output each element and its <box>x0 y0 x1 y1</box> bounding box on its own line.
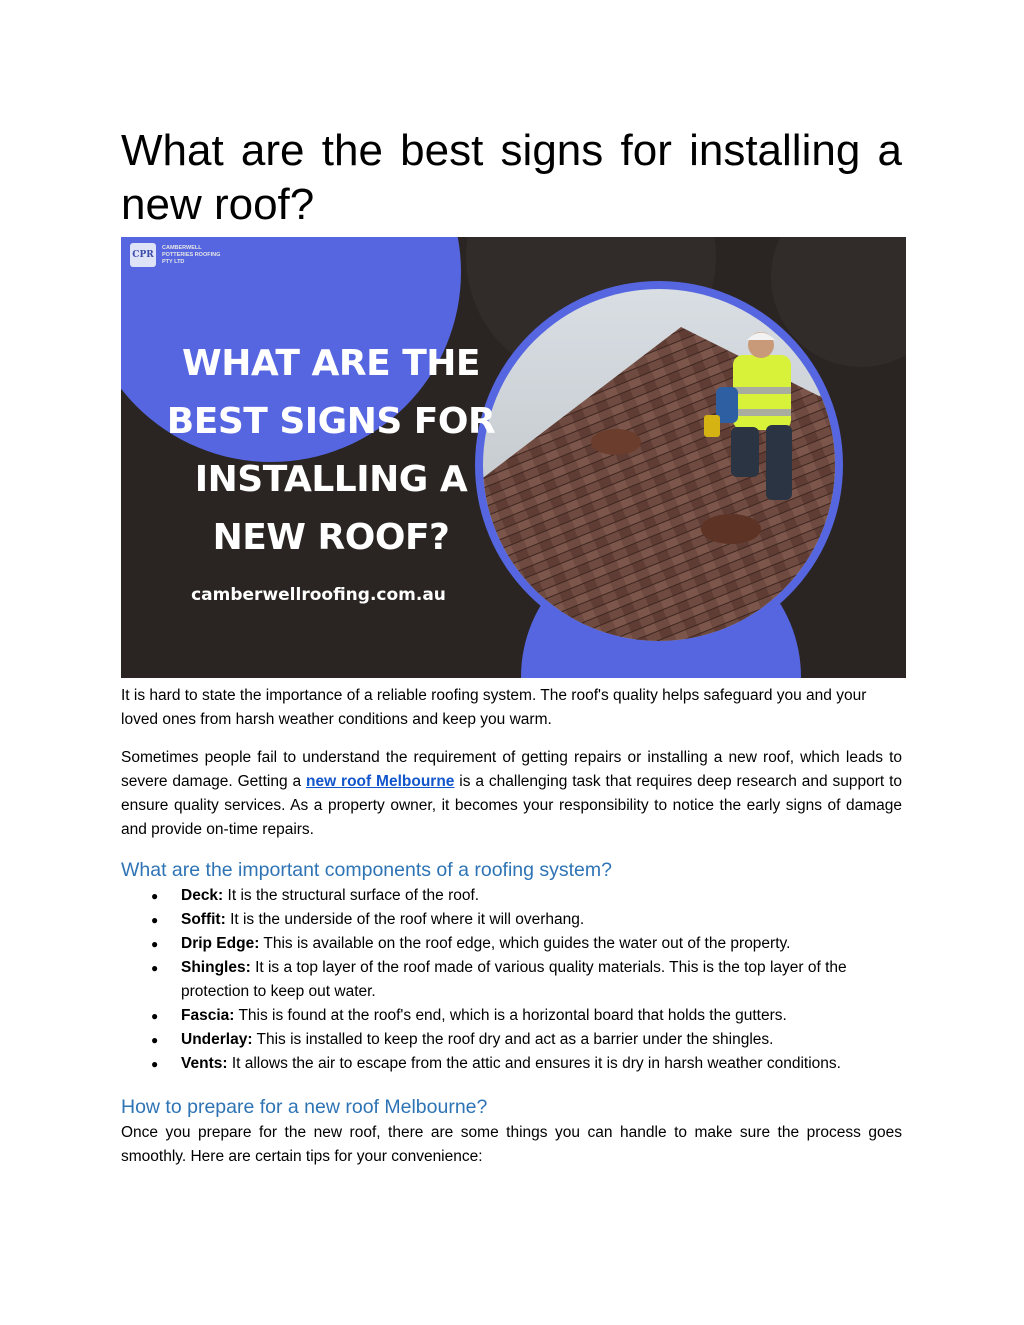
bullet-icon: ● <box>151 1033 159 1047</box>
logo-mark: CPR <box>130 243 156 267</box>
list-text: This is installed to keep the roof dry and act as a barrier under the shingles. <box>252 1031 774 1048</box>
list-item <box>121 1028 902 1052</box>
page-title: What are the best signs for installing a new roof? <box>121 126 902 229</box>
list-term: Soffit: <box>181 911 226 928</box>
bullet-icon: ● <box>151 1009 159 1023</box>
list-item <box>121 908 902 932</box>
banner-headline-line: WHAT ARE THE <box>182 343 480 384</box>
list-item <box>121 932 902 956</box>
list-term: Drip Edge: <box>181 935 260 952</box>
new-roof-melbourne-link[interactable]: new roof Melbourne <box>306 773 455 790</box>
company-logo <box>130 243 222 267</box>
logo-text: CAMBERWELL POTTERIES ROOFING PTY LTD <box>162 244 221 265</box>
list-item <box>121 956 902 1004</box>
paragraph-text: is a challenging task that requires deep research and support to ensure quality services. As a property owner, it becomes your responsibility to notice the early signs of damage and provide on-time repairs. <box>121 773 902 838</box>
bullet-icon: ● <box>151 889 159 903</box>
banner-website: camberwellroofing.com.au <box>191 585 446 605</box>
components-list <box>121 884 902 1076</box>
list-term: Underlay: <box>181 1031 253 1048</box>
banner-headline-line: INSTALLING A <box>194 459 468 500</box>
bullet-icon: ● <box>151 961 159 975</box>
list-text: It is the underside of the roof where it will overhang. <box>225 911 585 928</box>
section-heading-prepare: How to prepare for a new roof Melbourne? <box>121 1096 488 1118</box>
paragraph-text: Sometimes people fail to understand the requirement of getting repairs or installing a new roof, which leads to severe damage. Getting a <box>121 749 902 790</box>
list-text: It is the structural surface of the roof. <box>223 887 480 904</box>
intro-paragraph: It is hard to state the importance of a reliable roofing system. The roof's quality helps safeguard you and your loved ones from harsh weather conditions and keep you warm. <box>121 687 867 728</box>
bullet-icon: ● <box>151 1057 159 1071</box>
list-text: This is found at the roof's end, which is a horizontal board that holds the gutters. <box>234 1007 787 1024</box>
list-term: Shingles: <box>181 959 251 976</box>
list-text: It allows the air to escape from the attic and ensures it is dry in harsh weather conditions. <box>227 1055 841 1072</box>
banner-headline-line: BEST SIGNS FOR <box>166 401 496 442</box>
list-term: Fascia: <box>181 1007 235 1024</box>
prepare-paragraph: Once you prepare for the new roof, there are some things you can handle to make sure the process goes smoothly. Here are certain tips for your convenience: <box>121 1124 902 1165</box>
list-term: Deck: <box>181 887 224 904</box>
bullet-icon: ● <box>151 913 159 927</box>
body-paragraph <box>121 746 902 842</box>
list-text: It is a top layer of the roof made of various quality materials. This is the top layer of the protection to keep out water. <box>181 959 847 1000</box>
banner-headline-line: NEW ROOF? <box>212 517 450 558</box>
list-term: Vents: <box>181 1055 228 1072</box>
list-item <box>121 1004 902 1028</box>
section-heading-components: What are the important components of a roofing system? <box>121 859 612 881</box>
hero-banner-image <box>121 237 906 678</box>
bullet-icon: ● <box>151 937 159 951</box>
list-text: This is available on the roof edge, which guides the water out of the property. <box>259 935 791 952</box>
list-item <box>121 1052 902 1076</box>
banner-headline <box>151 335 511 567</box>
list-item <box>121 884 902 908</box>
